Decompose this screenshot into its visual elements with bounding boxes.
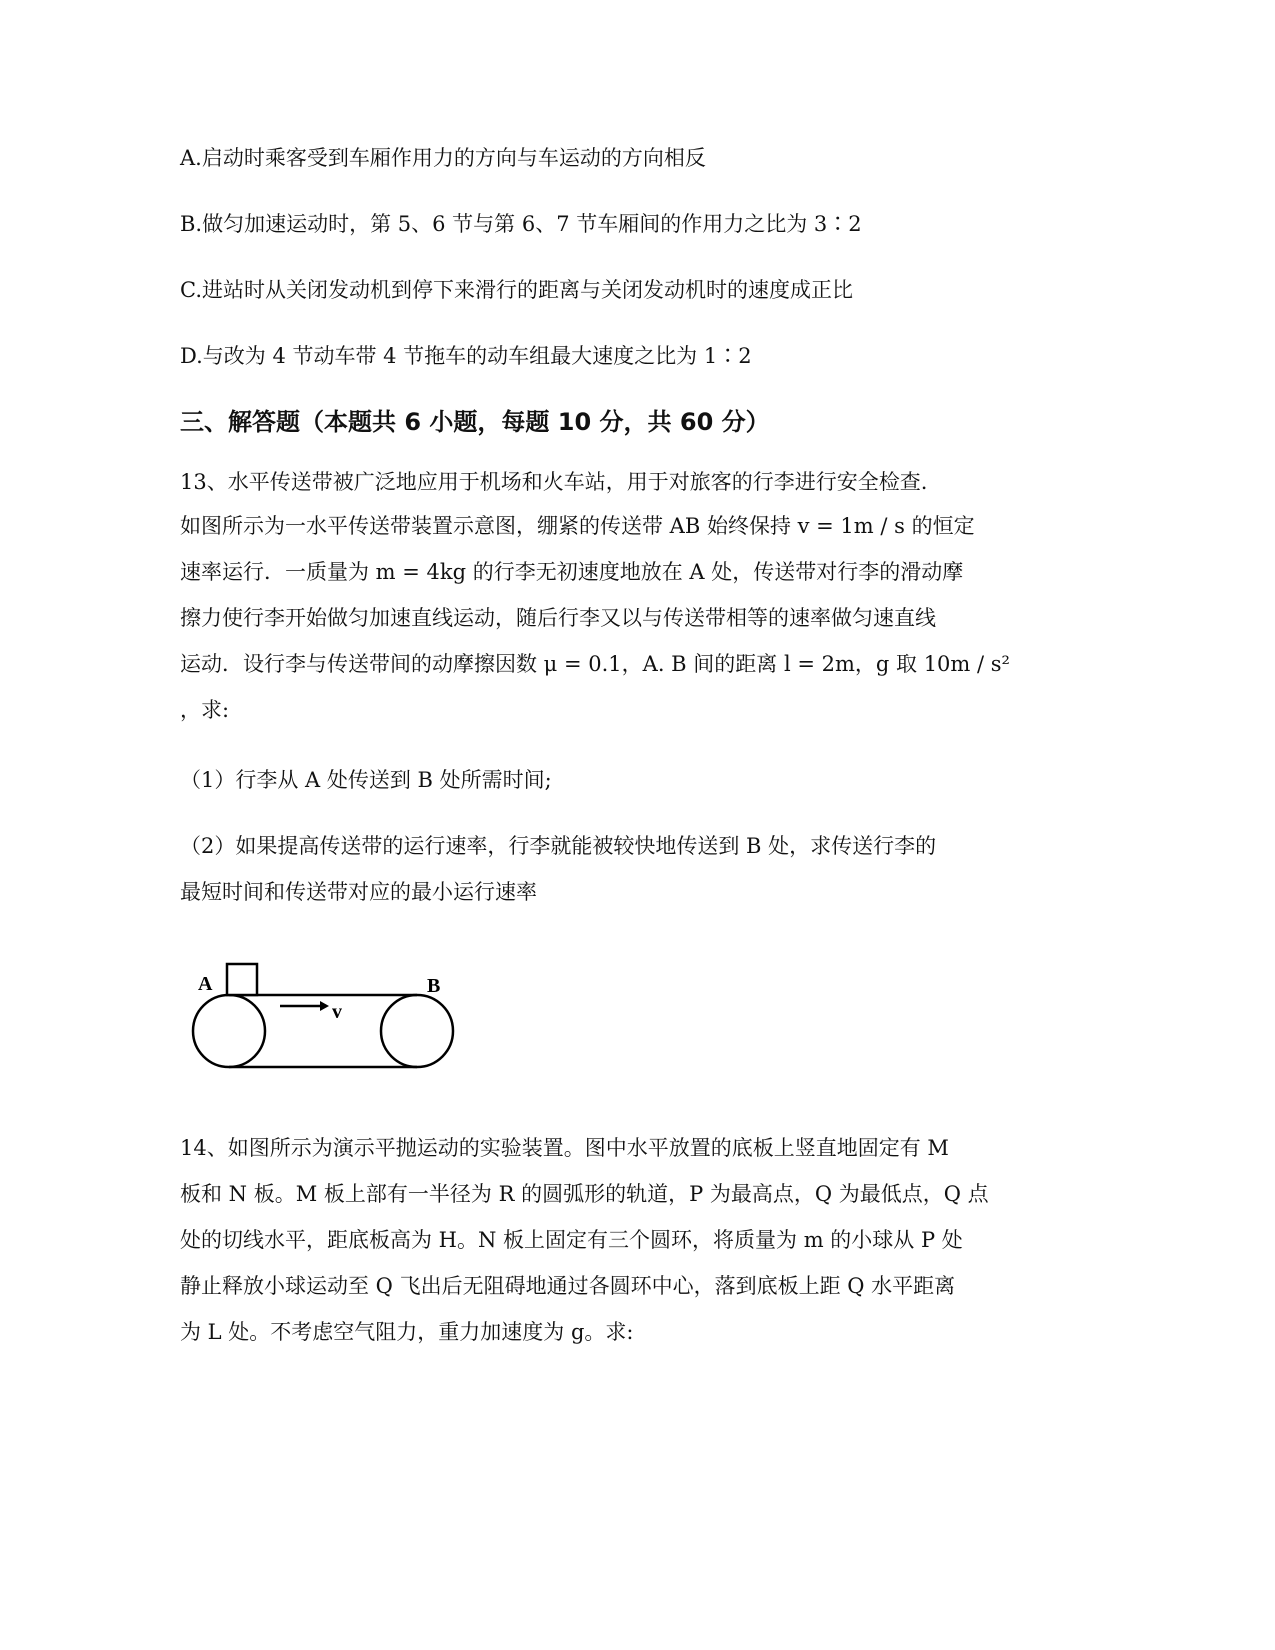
q14-line-4: 静止释放小球运动至 Q 飞出后无阻碍地通过各圆环中心，落到底板上距 Q 水平距离 xyxy=(180,1274,956,1298)
option-b: B.做匀加速运动时，第 5、6 节与第 6、7 节车厢间的作用力之比为 3∶2 xyxy=(180,212,862,236)
option-c: C.进站时从关闭发动机到停下来滑行的距离与关闭发动机时的速度成正比 xyxy=(180,278,853,302)
conveyor-belt-diagram xyxy=(180,958,480,1078)
q13-line-3: 速率运行．一质量为 m = 4kg 的行李无初速度地放在 A 处，传送带对行李的滑动摩 xyxy=(180,560,964,584)
q13-line-2: 如图所示为一水平传送带装置示意图，绷紧的传送带 AB 始终保持 v = 1m / s 的恒定 xyxy=(180,514,975,538)
section-heading: 三、解答题（本题共 6 小题，每题 10 分，共 60 分） xyxy=(180,408,770,436)
q13-part-2-line-2: 最短时间和传送带对应的最小运行速率 xyxy=(180,880,537,904)
q13-part-2-line-1: （2）如果提高传送带的运行速率，行李就能被较快地传送到 B 处，求传送行李的 xyxy=(180,834,937,858)
q14-line-3: 处的切线水平，距底板高为 H。N 板上固定有三个圆环，将质量为 m 的小球从 P 处 xyxy=(180,1228,963,1252)
q14-line-2: 板和 N 板。M 板上部有一半径为 R 的圆弧形的轨道，P 为最高点，Q 为最低点，Q 点 xyxy=(180,1182,989,1206)
label-b: B xyxy=(427,975,441,997)
q13-line-6: ，求: xyxy=(180,698,230,722)
q14-line-1: 14、如图所示为演示平抛运动的实验装置。图中水平放置的底板上竖直地固定有 M xyxy=(180,1136,949,1160)
option-d: D.与改为 4 节动车带 4 节拖车的动车组最大速度之比为 1∶2 xyxy=(180,344,752,368)
left-pulley xyxy=(193,995,265,1067)
q13-line-5: 运动．设行李与传送带间的动摩擦因数 μ = 0.1，A. B 间的距离 l = 2m，g 取 10m / s² xyxy=(180,652,1010,676)
option-a: A.启动时乘客受到车厢作用力的方向与车运动的方向相反 xyxy=(180,146,706,170)
label-a: A xyxy=(198,973,213,995)
q13-line-1: 13、水平传送带被广泛地应用于机场和火车站，用于对旅客的行李进行安全检查. xyxy=(180,470,928,494)
q13-part-1: （1）行李从 A 处传送到 B 处所需时间; xyxy=(180,768,552,792)
velocity-arrow-head xyxy=(320,1001,329,1011)
right-pulley xyxy=(381,995,453,1067)
luggage-box xyxy=(227,964,257,995)
q13-line-4: 擦力使行李开始做匀加速直线运动，随后行李又以与传送带相等的速率做匀速直线 xyxy=(180,606,936,630)
q14-line-5: 为 L 处。不考虑空气阻力，重力加速度为 g。求: xyxy=(180,1320,634,1344)
label-v: v xyxy=(332,1001,342,1023)
